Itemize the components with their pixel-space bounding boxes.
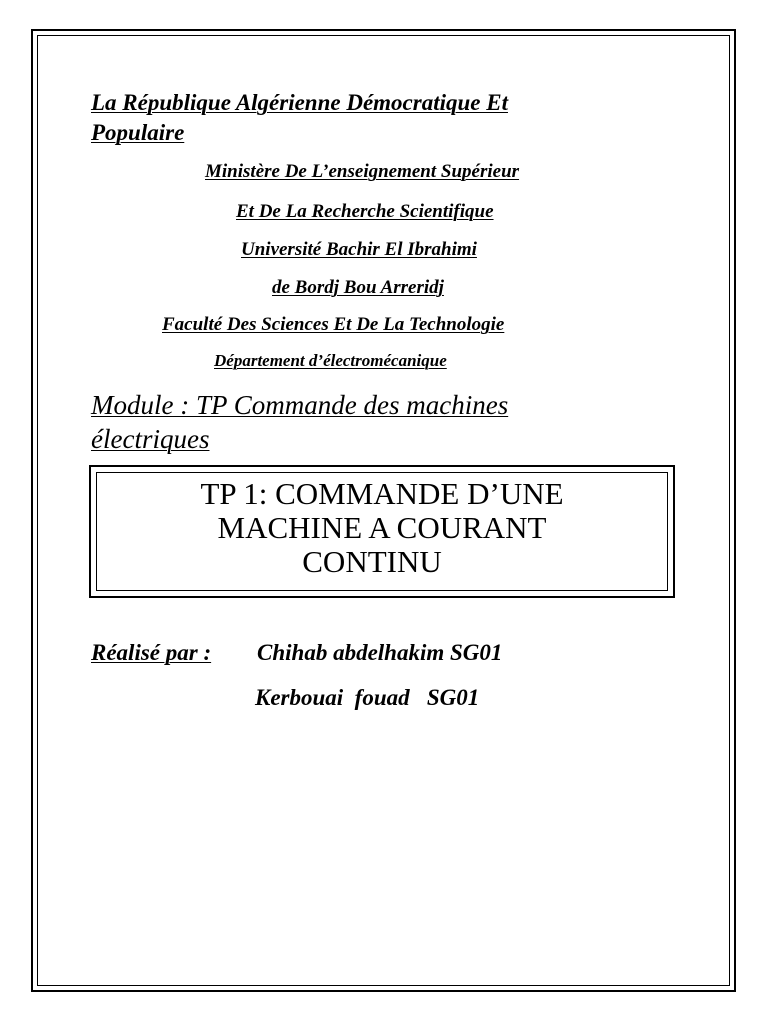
- module-line-1: Module : TP Commande des machines: [91, 390, 509, 420]
- university-line-2: de Bordj Bou Arreridj: [272, 277, 444, 298]
- republic-line-2: Populaire: [91, 120, 185, 145]
- realise-par-label: Réalisé par :: [91, 640, 212, 665]
- author-2: Kerbouai fouad SG01: [255, 685, 480, 710]
- title-line-1: TP 1: COMMANDE D’UNE: [200, 476, 564, 511]
- faculty-line: Faculté Des Sciences Et De La Technologie: [162, 314, 505, 335]
- ministry-line-2: Et De La Recherche Scientifique: [236, 201, 494, 222]
- document-title: [91, 477, 673, 579]
- module-line-2: électriques: [91, 424, 210, 454]
- republic-line-1: La République Algérienne Démocratique Et: [91, 90, 508, 115]
- ministry-line-1: Ministère De L’enseignement Supérieur: [205, 161, 520, 182]
- author-1: Chihab abdelhakim SG01: [257, 640, 503, 665]
- university-line-1: Université Bachir El Ibrahimi: [241, 239, 477, 260]
- department-line: Département d’électromécanique: [214, 351, 447, 370]
- title-line-3: CONTINU: [302, 544, 442, 579]
- title-line-2: MACHINE A COURANT: [217, 510, 547, 545]
- title-box: [89, 465, 675, 598]
